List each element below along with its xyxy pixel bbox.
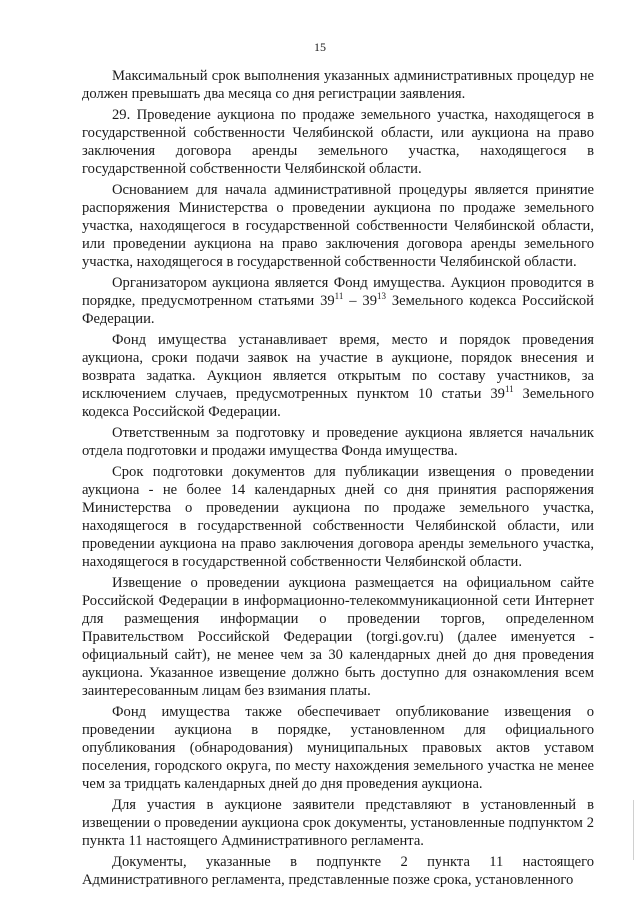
paragraph-responsible-person: Ответственным за подготовку и проведение аукциона является начальник отдела подготовки и продажи имущества Фонда имущества. — [82, 425, 594, 459]
paragraph-auction-terms — [82, 331, 594, 421]
superscript-11: 11 — [334, 291, 344, 301]
paragraph-official-publication: Фонд имущества также обеспечивает опубликование извещения о проведении аукциона в порядке, установленном для официального опубликования (обнародования) муниципальных правовых актов уставом поселения, городского округа, по месту нахождения земельного участка не менее чем за тридцать календарных дней до дня проведения аукциона. — [82, 704, 594, 792]
paragraph-late-documents: Документы, указанные в подпункте 2 пункта 11 настоящего Административного регламента, представленные позже срока, установленного — [82, 854, 594, 888]
superscript-11: 11 — [504, 384, 514, 394]
paragraph-notice-publication: Извещение о проведении аукциона размещается на официальном сайте Российской Федерации в информационно-телекоммуникационной сети Интернет для размещения информации о проведении торгов, определенном Правительством Российской Федерации (torgi.gov.ru) (далее именуется - официальный сайт), не менее чем за 30 календарных дней до дня проведения аукциона. Указанное извещение должно быть доступно для ознакомления всем заинтересованным лицам без взимания платы. — [82, 575, 594, 699]
document-body — [82, 67, 594, 889]
superscript-13: 13 — [376, 291, 386, 301]
paragraph-procedure-basis: Основанием для начала административной процедуры является принятие распоряжения Министерства о проведении аукциона по продаже земельного участка, находящегося в государственной собственности Челябинской области, или проведении аукциона на право заключения договора аренды земельного участка, находящегося в государственной собственности Челябинской области. — [82, 182, 594, 270]
paragraph-item-29: 29. Проведение аукциона по продаже земельного участка, находящегося в государственной собственности Челябинской области, или аукциона на право заключения договора аренды земельного участка, находящегося в государственной собственности Челябинской области. — [82, 107, 594, 177]
organizer-dash: – 39 — [343, 293, 377, 309]
terms-text: Фонд имущества устанавливает время, место и порядок проведения аукциона, сроки подачи заявок на участие в аукционе, порядок внесения и возврата задатка. Аукцион является открытым по составу участников, за исключением случаев, предусмотренных пунктом 10 статьи 39 — [82, 332, 594, 402]
paragraph-procedure-deadline: Максимальный срок выполнения указанных административных процедур не должен превышать два месяца со дня регистрации заявления. — [82, 68, 594, 102]
organizer-text: Организатором аукциона является Фонд имущества. Аукцион проводится в порядке, предусмотренном статьями 39 — [82, 275, 594, 309]
terms-tail: Земельного кодекса Российской Федерации. — [82, 386, 594, 420]
paragraph-participation-documents: Для участия в аукционе заявители представляют в установленный в извещении о проведении аукциона срок документы, установленные подпунктом 2 пункта 11 настоящего Административного регламента. — [82, 797, 594, 849]
scan-margin-mark — [633, 800, 634, 860]
paragraph-auction-organizer — [82, 274, 594, 328]
paragraph-preparation-period: Срок подготовки документов для публикации извещения о проведении аукциона - не более 14 календарных дней со дня принятия распоряжения Министерства о проведении аукциона по продаже земельного участка, находящегося в государственной собственности Челябинской области, или проведении аукциона на право заключения договора аренды земельного участка, находящегося в государственной собственности Челябинской области. — [82, 464, 594, 570]
page-number: 15 — [314, 40, 326, 54]
organizer-tail: Земельного кодекса Российской Федерации. — [82, 293, 594, 327]
